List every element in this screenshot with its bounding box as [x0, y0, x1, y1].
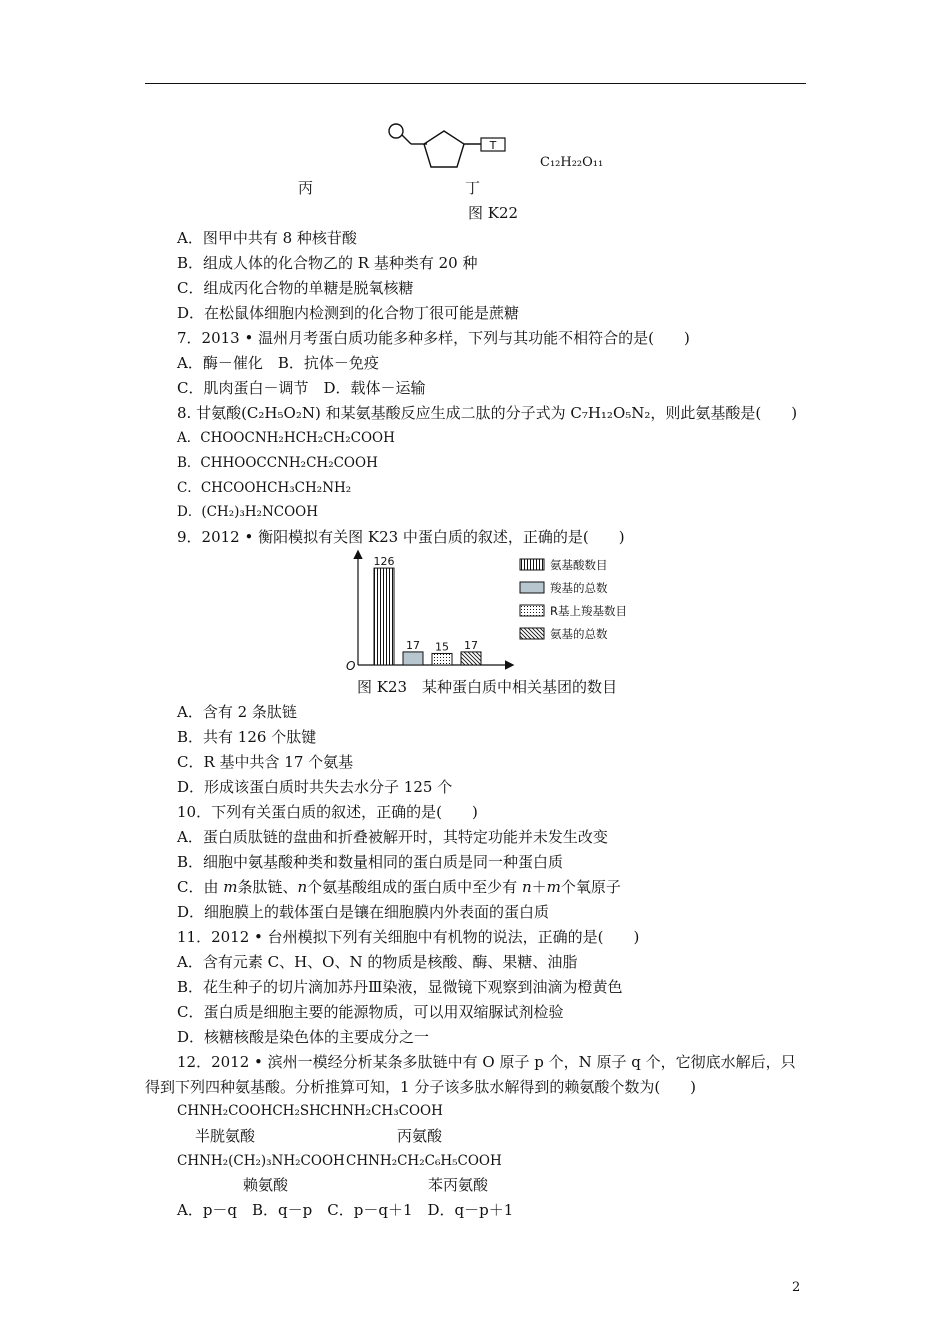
q7-options-ab: A．酶－催化 B．抗体－免疫: [177, 354, 379, 372]
phenylalanine-formula: CHNH₂CH₂C₆H₅COOH: [346, 1153, 502, 1169]
q10-option-b: B．细胞中氨基酸种类和数量相同的蛋白质是同一种蛋白质: [177, 853, 564, 871]
var-n-2: n: [521, 878, 532, 896]
q10-stem: 10．下列有关蛋白质的叙述，正确的是( ): [177, 803, 478, 821]
q6-option-c: C．组成丙化合物的单糖是脱氧核糖: [177, 279, 414, 297]
bar-value-label-2: 17: [406, 638, 420, 652]
q8-option-b: B．CHHOOCCNH₂CH₂COOH: [177, 455, 378, 471]
q7-stem: 7．2013 • 温州月考蛋白质功能多种多样，下列与其功能不相符合的是( ): [177, 329, 690, 347]
q10c-post: 个氧原子: [560, 878, 621, 896]
page-number: 2: [792, 1280, 801, 1295]
legend-swatch-3: [520, 605, 544, 616]
alanine-formula: CHNH₂CH₃COOH: [320, 1103, 443, 1119]
q11-option-b: B．花生种子的切片滴加苏丹Ⅲ染液，显微镜下观察到油滴为橙黄色: [177, 978, 623, 996]
legend-label-2: 羧基的总数: [550, 581, 608, 595]
base-letter: T: [489, 139, 497, 152]
legend-swatch-2: [520, 582, 544, 593]
lysine-name: 赖氨酸: [243, 1176, 289, 1194]
q9-option-a: A．含有 2 条肽链: [177, 703, 297, 721]
q11-option-a: A．含有元素 C、H、O、N 的物质是核酸、酶、果糖、油脂: [177, 953, 578, 971]
q10-option-a: A．蛋白质肽链的盘曲和折叠被解开时，其特定功能并未发生改变: [177, 828, 608, 846]
protein-groups-bar-chart: [340, 548, 660, 674]
q6-option-b: B．组成人体的化合物乙的 R 基种类有 20 种: [177, 254, 478, 272]
bar-3: [432, 653, 452, 665]
var-n: n: [297, 878, 308, 896]
bar-1: [374, 568, 394, 665]
nucleotide-structure-diagram: [385, 118, 515, 174]
q12-stem-line2: 得到下列四种氨基酸。分析推算可知，1 分子该多肽水解得到的赖氨酸个数为( ): [145, 1078, 697, 1096]
figure-k22-caption: 图 K22: [468, 204, 519, 222]
alanine-name: 丙氨酸: [397, 1127, 443, 1145]
legend-label-3: R基上羧基数目: [550, 604, 627, 618]
legend-label-1: 氨基酸数目: [550, 558, 608, 572]
origin-label: O: [346, 659, 356, 673]
phenylalanine-name: 苯丙氨酸: [428, 1176, 489, 1194]
q10c-pre: C．由: [177, 878, 224, 896]
bar-value-label-1: 126: [373, 555, 395, 569]
q9-option-d: D．形成该蛋白质时共失去水分子 125 个: [177, 778, 453, 796]
legend-label-4: 氨基的总数: [550, 627, 608, 641]
q10c-mid: 条肽链、: [237, 878, 298, 896]
bar-2: [403, 652, 423, 665]
lysine-formula: CHNH₂(CH₂)₃NH₂COOH: [177, 1153, 345, 1169]
q11-stem: 11．2012 • 台州模拟下列有关细胞中有机物的说法，正确的是( ): [177, 928, 640, 946]
bar-4: [461, 652, 481, 665]
var-m: m: [223, 878, 238, 896]
q10-option-c: [177, 877, 621, 897]
bar-value-label-3: 15: [435, 640, 449, 654]
cysteine-formula: CHNH₂COOHCH₂SH: [177, 1103, 321, 1119]
label-ding: 丁: [465, 179, 481, 197]
q10-option-d: D．细胞膜上的载体蛋白是镶在细胞膜内外表面的蛋白质: [177, 903, 550, 921]
cysteine-name: 半胱氨酸: [195, 1127, 256, 1145]
label-bing: 丙: [298, 179, 314, 197]
legend-swatch-1: [520, 559, 544, 570]
q8-option-c: C．CHCOOHCH₃CH₂NH₂: [177, 480, 352, 496]
q7-options-cd: C．肌肉蛋白－调节 D．载体－运输: [177, 379, 426, 397]
figure-k23-caption: 图 K23 某种蛋白质中相关基团的数目: [357, 678, 618, 696]
header-rule: [145, 83, 806, 84]
q6-option-a: A．图甲中共有 8 种核苷酸: [177, 229, 357, 247]
bar-value-label-4: 17: [464, 638, 478, 652]
q6-option-d: D．在松鼠体细胞内检测到的化合物丁很可能是蔗糖: [177, 304, 520, 322]
q9-stem: 9．2012 • 衡阳模拟有关图 K23 中蛋白质的叙述，正确的是( ): [177, 528, 625, 546]
plus-sign: ＋: [531, 878, 547, 896]
q10c-mid2: 个氨基酸组成的蛋白质中至少有: [307, 878, 522, 896]
q9-option-c: C．R 基中共含 17 个氨基: [177, 753, 354, 771]
q8-option-d: D．(CH₂)₃H₂NCOOH: [177, 504, 319, 520]
q11-option-d: D．核糖核酸是染色体的主要成分之一: [177, 1028, 430, 1046]
disaccharide-formula: C₁₂H₂₂O₁₁: [540, 155, 604, 170]
q12-options: A．p－q B．q－p C．p－q＋1 D．q－p＋1: [177, 1201, 514, 1219]
legend-swatch-4: [520, 628, 544, 639]
var-m-2: m: [546, 878, 561, 896]
q8-stem: 8. 甘氨酸(C₂H₅O₂N) 和某氨基酸反应生成二肽的分子式为 C₇H₁₂O₅N₂，则此氨基酸是( ): [177, 404, 798, 422]
q8-option-a: A．CHOOCNH₂HCH₂CH₂COOH: [177, 430, 395, 446]
q11-option-c: C．蛋白质是细胞主要的能源物质，可以用双缩脲试剂检验: [177, 1003, 564, 1021]
q12-stem-line1: 12．2012 • 滨州一模经分析某条多肽链中有 O 原子 p 个，N 原子 q 个，它彻底水解后，只: [177, 1053, 796, 1071]
q9-option-b: B．共有 126 个肽键: [177, 728, 317, 746]
